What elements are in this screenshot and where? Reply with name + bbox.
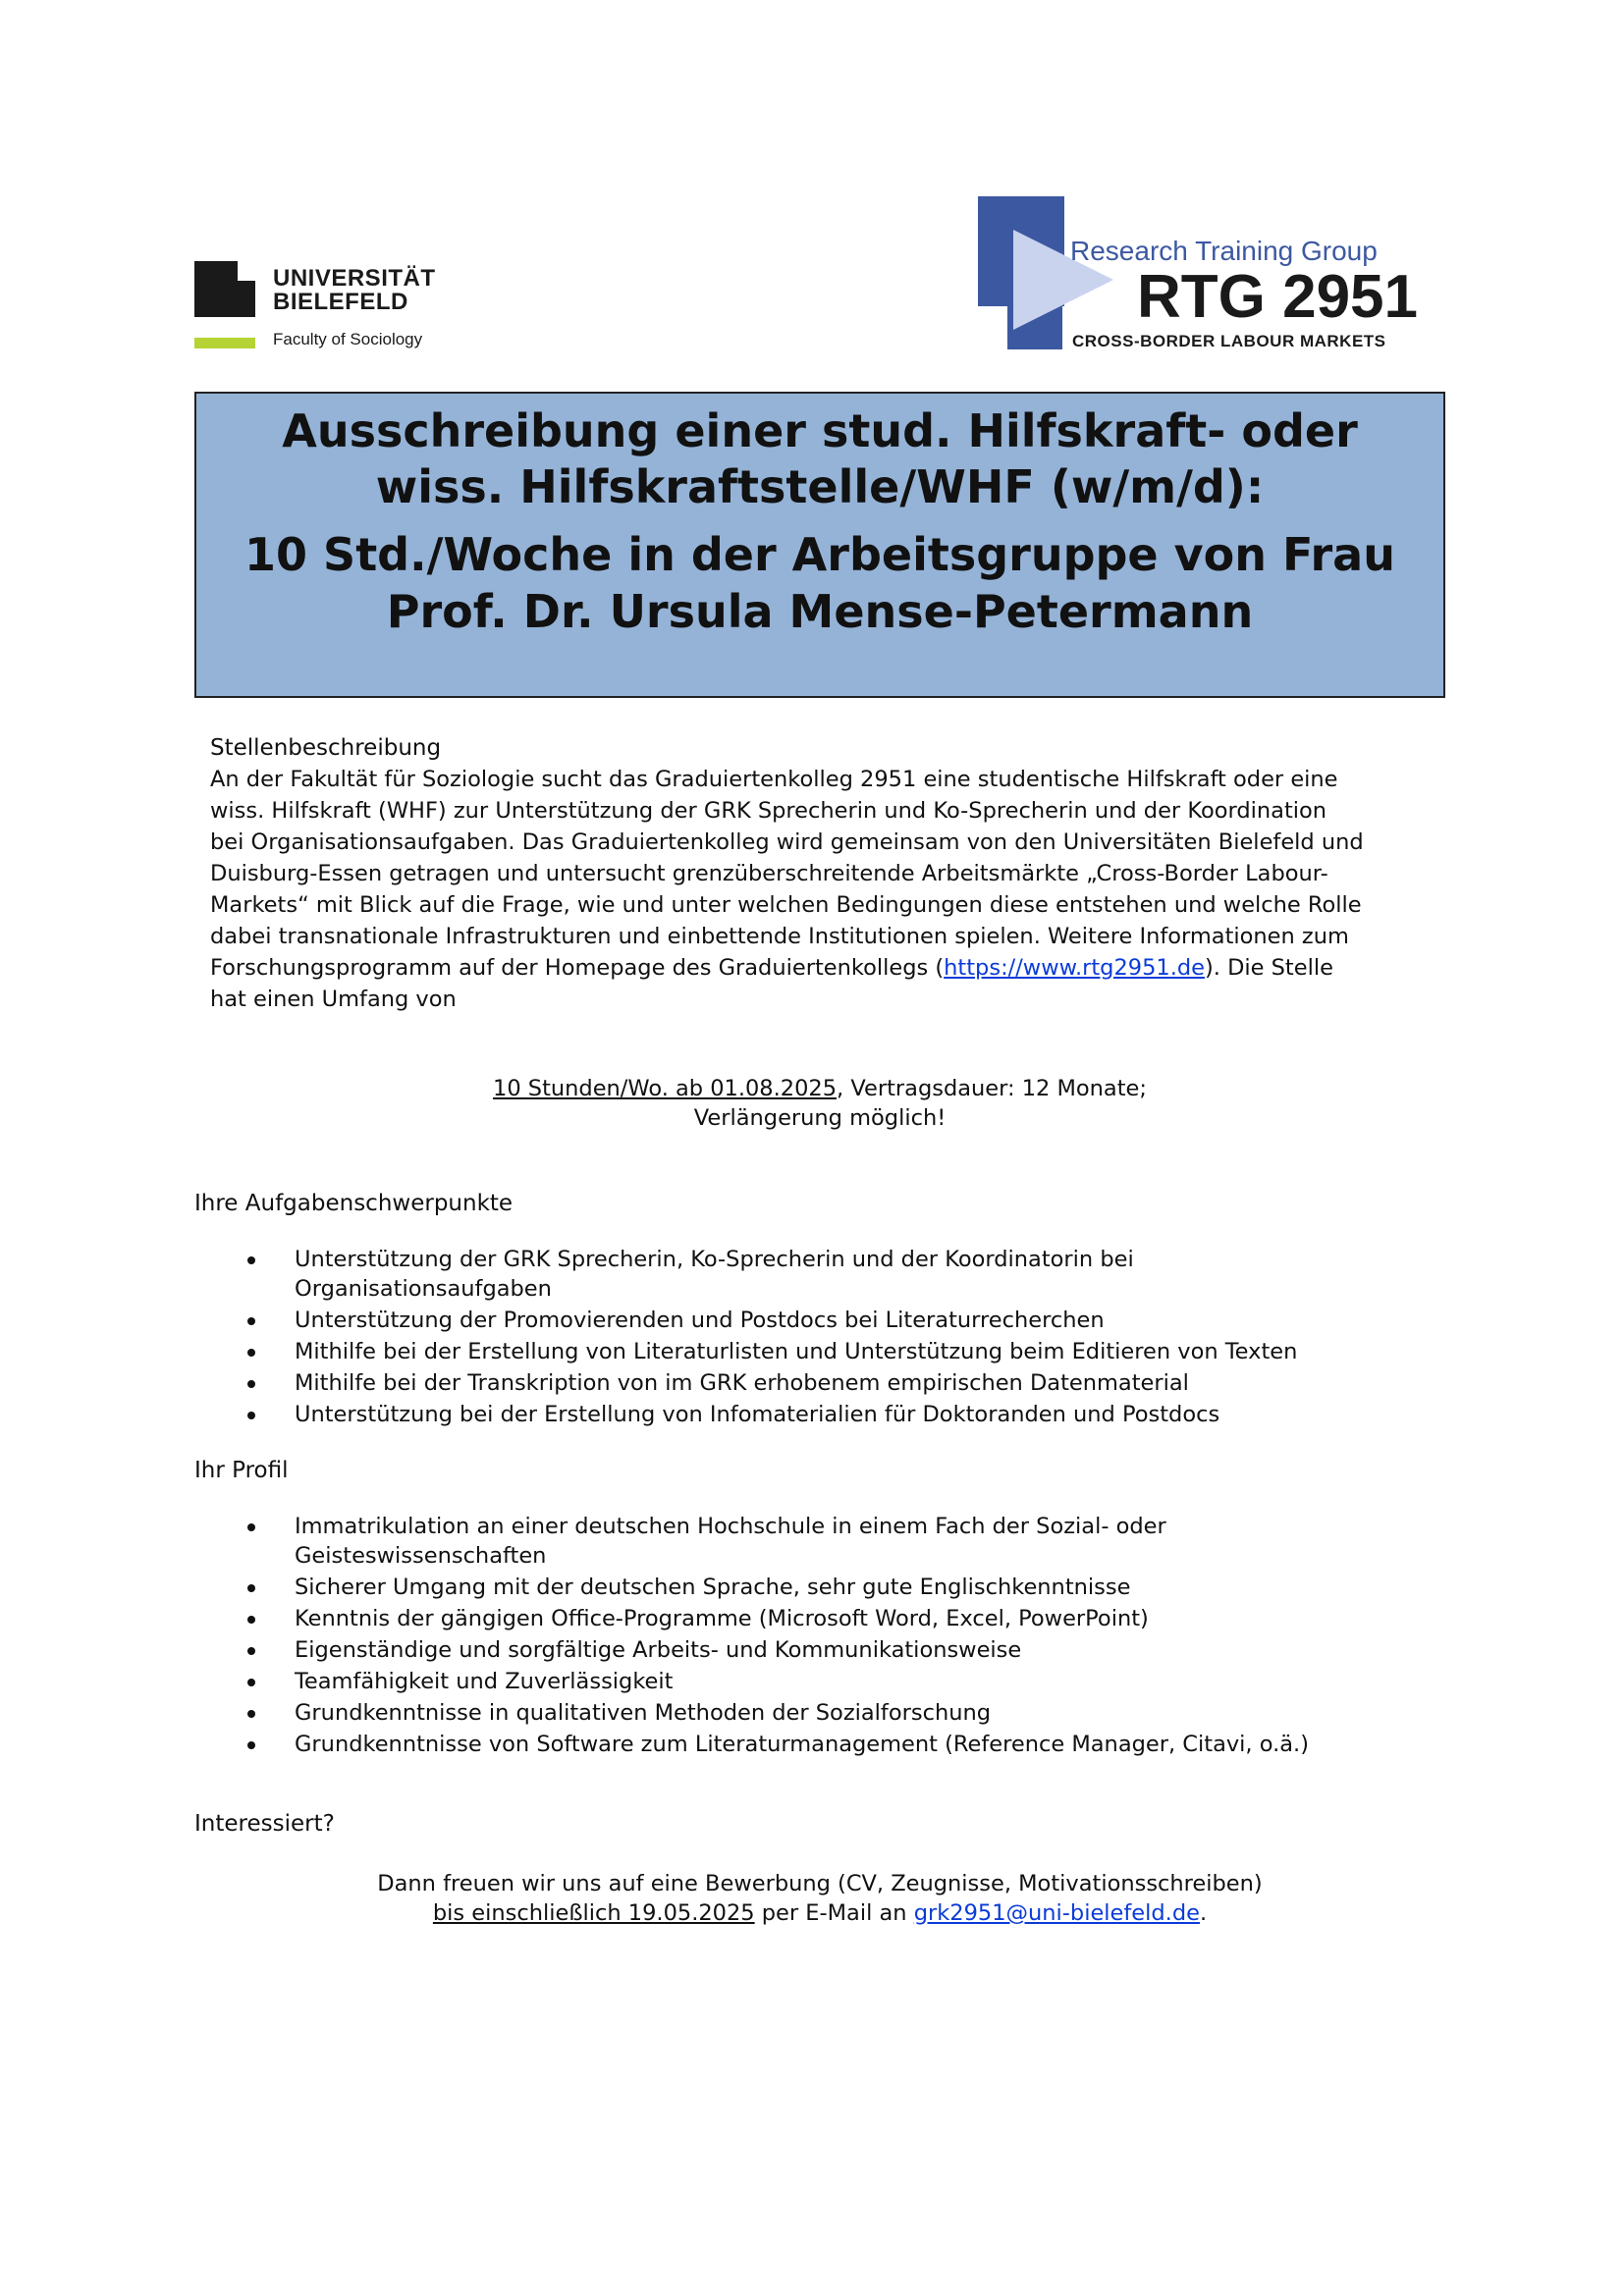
description-line: hat einen Umfang von: [210, 987, 457, 1012]
title-line-4: Prof. Dr. Ursula Mense-Petermann: [386, 585, 1254, 638]
description-line: An der Fakultät für Soziologie sucht das Graduiertenkolleg 2951 eine studentische Hilfskraft oder eine: [210, 767, 1338, 792]
list-item: Mithilfe bei der Transkription von im GRK erhobenem empirischen Datenmaterial: [245, 1368, 1297, 1398]
bullet-icon: [247, 1256, 255, 1264]
profile-heading: Ihr Profil: [194, 1458, 289, 1483]
bullet-icon: [247, 1616, 255, 1624]
bullet-icon: [247, 1380, 255, 1388]
list-item: Kenntnis der gängigen Office-Programme (Microsoft Word, Excel, PowerPoint): [245, 1604, 1309, 1633]
bullet-icon: [247, 1741, 255, 1749]
position-scope: 10 Stunden/Wo. ab 01.08.2025, Vertragsdauer: 12 Monate; Verlängerung möglich!: [194, 1074, 1445, 1133]
bullet-icon: [247, 1412, 255, 1419]
application-email-link[interactable]: grk2951@uni-bielefeld.de: [913, 1900, 1200, 1926]
application-instructions: Dann freuen wir uns auf eine Bewerbung (CV, Zeugnisse, Motivationsschreiben) bis einschließlich 19.05.2025 per E-Mail an grk2951@uni-bielefeld.de.: [377, 1871, 1263, 1926]
list-item: Grundkenntnisse in qualitativen Methoden der Sozialforschung: [245, 1698, 1309, 1728]
bullet-icon: [247, 1584, 255, 1592]
bullet-icon: [247, 1317, 255, 1325]
list-item: Grundkenntnisse von Software zum Literaturmanagement (Reference Manager, Citavi, o.ä.): [245, 1730, 1309, 1759]
description-line: Duisburg-Essen getragen und untersucht grenzüberschreitende Arbeitsmärkte „Cross-Border Labour-: [210, 861, 1328, 886]
bullet-icon: [247, 1523, 255, 1531]
description-line: Forschungsprogramm auf der Homepage des Graduiertenkollegs (https://www.rtg2951.de). Die Stelle: [210, 955, 1333, 981]
title-line-1: Ausschreibung einer stud. Hilfskraft- oder: [282, 404, 1358, 457]
rtg-subtitle: CROSS-BORDER LABOUR MARKETS: [1072, 332, 1386, 350]
rtg-website-link[interactable]: https://www.rtg2951.de: [944, 955, 1205, 981]
list-item: Unterstützung der Promovierenden und Postdocs bei Literaturrecherchen: [245, 1306, 1297, 1335]
application-deadline: bis einschließlich 19.05.2025: [432, 1900, 755, 1926]
list-item: Unterstützung bei der Erstellung von Infomaterialien für Doktoranden und Postdocs: [245, 1400, 1297, 1429]
bullet-icon: [247, 1349, 255, 1357]
rtg-number: RTG 2951: [1137, 263, 1419, 331]
title-line-2: wiss. Hilfskraftstelle/WHF (w/m/d):: [375, 460, 1265, 513]
hours-and-start-date: 10 Stunden/Wo. ab 01.08.2025: [493, 1076, 838, 1101]
university-bielefeld-logo: [194, 261, 460, 353]
list-item: Mithilfe bei der Erstellung von Literaturlisten und Unterstützung beim Editieren von Texten: [245, 1337, 1297, 1366]
extension-note: Verlängerung möglich!: [693, 1105, 947, 1131]
description-line: wiss. Hilfskraft (WHF) zur Unterstützung der GRK Sprecherin und Ko-Sprecherin und der Koordination: [210, 798, 1327, 824]
description-line: Markets“ mit Blick auf die Frage, wie und unter welchen Bedingungen diese entstehen und welche Rolle: [210, 892, 1362, 918]
bullet-icon: [247, 1647, 255, 1655]
tasks-heading: Ihre Aufgabenschwerpunkte: [194, 1191, 514, 1216]
bullet-icon: [247, 1679, 255, 1686]
list-item: Immatrikulation an einer deutschen Hochschule in einem Fach der Sozial- oder Geisteswissenschaften: [245, 1512, 1309, 1571]
faculty-name: Faculty of Sociology: [273, 330, 423, 348]
closing-heading: Interessiert?: [194, 1811, 335, 1837]
university-logo-accent-bar: [194, 338, 255, 348]
rtg-title: Research Training Group: [1070, 236, 1378, 266]
list-item: Teamfähigkeit und Zuverlässigkeit: [245, 1667, 1309, 1696]
list-item: Sicherer Umgang mit der deutschen Sprache, sehr gute Englischkenntnisse: [245, 1573, 1309, 1602]
tasks-list: [245, 1245, 1297, 1431]
description-line: bei Organisationsaufgaben. Das Graduiertenkolleg wird gemeinsam von den Universitäten Bielefeld und: [210, 829, 1364, 855]
title-line-3: 10 Std./Woche in der Arbeitsgruppe von Frau: [244, 528, 1395, 581]
university-name: UNIVERSITÄT BIELEFELD: [273, 265, 436, 315]
list-item: Eigenständige und sorgfältige Arbeits- und Kommunikationsweise: [245, 1635, 1309, 1665]
rtg-2951-logo: [978, 196, 1449, 353]
job-title-box: [194, 392, 1445, 698]
description-heading: Stellenbeschreibung: [210, 735, 442, 761]
description-line: dabei transnationale Infrastrukturen und einbettende Institutionen spielen. Weitere Informationen zum: [210, 924, 1349, 949]
bullet-icon: [247, 1710, 255, 1718]
list-item: Unterstützung der GRK Sprecherin, Ko-Sprecherin und der Koordinatorin bei Organisationsaufgaben: [245, 1245, 1297, 1304]
profile-list: [245, 1512, 1309, 1761]
